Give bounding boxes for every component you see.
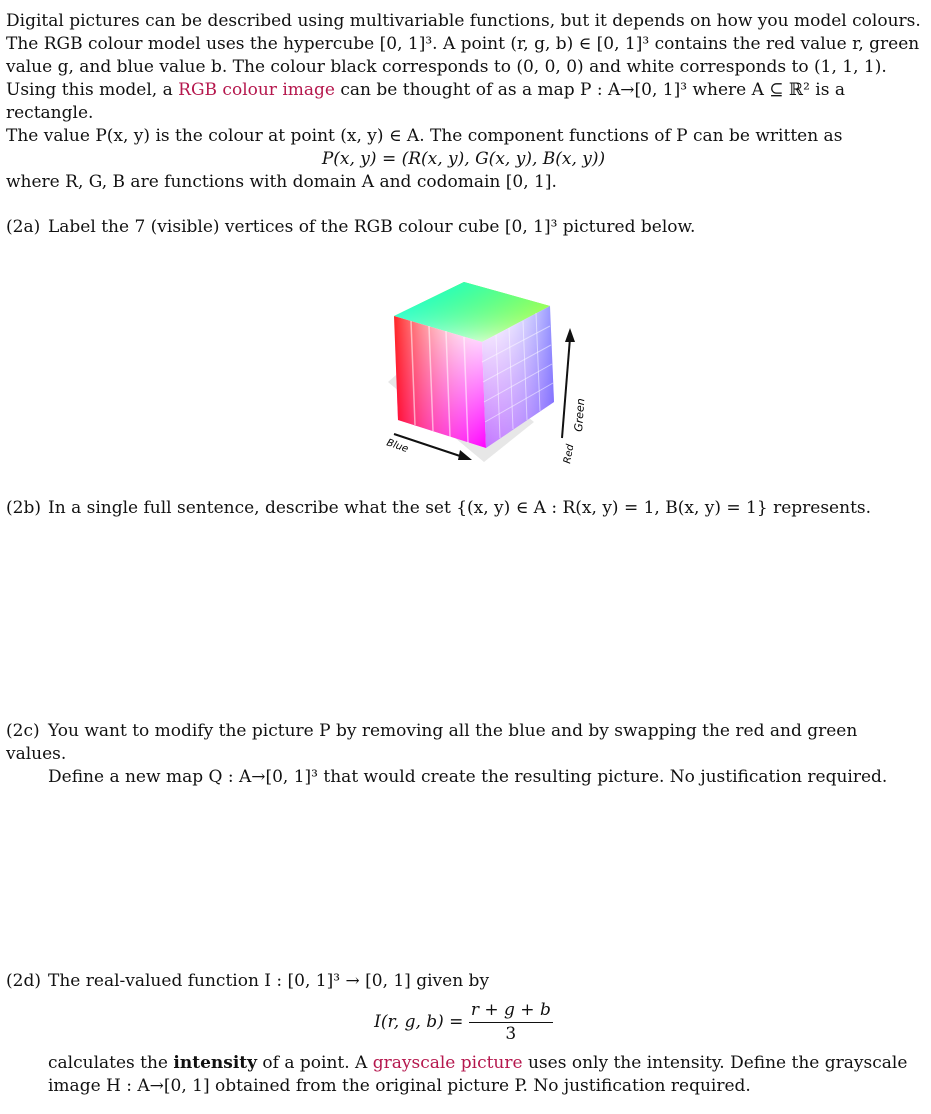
green-axis-label: Green: [572, 397, 588, 433]
intro-paragraph: [6, 10, 921, 194]
question-2d: [6, 970, 921, 1098]
grayscale-picture-link[interactable]: grayscale picture: [372, 1053, 523, 1073]
question-text: You want to modify the picture P by removing all the blue and by swapping the red and green values.: [6, 721, 858, 764]
question-text: Define a new map Q : A→[0, 1]³ that would create the resulting picture. No justification required.: [48, 767, 888, 787]
question-text: The real-valued function I : [0, 1]³ → [0, 1] given by: [48, 971, 490, 991]
question-text: In a single full sentence, describe what the set {(x, y) ∈ A : R(x, y) = 1, B(x, y) = 1} represents.: [48, 498, 872, 518]
text-span: uses only the intensity. Define the grayscale: [522, 1053, 908, 1073]
formula-numerator: r + g + b: [469, 999, 553, 1023]
intensity-formula: [6, 999, 921, 1046]
intro-line: The RGB colour model uses the hypercube [0, 1]³. A point (r, g, b) ∈ [0, 1]³ contains the red value r, green: [6, 34, 920, 54]
question-2b: [6, 497, 921, 520]
intro-line: [6, 79, 921, 125]
formula-denominator: 3: [505, 1024, 517, 1044]
intro-line: where R, G, B are functions with domain A and codomain [0, 1].: [6, 172, 557, 192]
text-span: calculates the: [48, 1053, 174, 1073]
blue-axis-label: Blue: [385, 437, 410, 456]
formula-fraction: [469, 999, 553, 1046]
question-text: [6, 1052, 921, 1075]
question-label: (2c): [6, 721, 40, 741]
intensity-term: intensity: [173, 1053, 258, 1073]
question-text: image H : A→[0, 1] obtained from the original picture P. No justification required.: [48, 1076, 751, 1096]
question-label: (2a): [6, 217, 41, 237]
text-span: Using this model, a: [6, 80, 179, 100]
rgb-cube-svg: [374, 262, 614, 472]
formula-lhs: I(r, g, b) =: [374, 1012, 464, 1032]
question-2c: [6, 720, 921, 789]
question-label: (2b): [6, 498, 41, 518]
question-text: Label the 7 (visible) vertices of the RGB colour cube [0, 1]³ pictured below.: [48, 217, 696, 237]
intro-line: value g, and blue value b. The colour black corresponds to (0, 0, 0) and white corresponds to (1, 1, 1).: [6, 57, 887, 77]
text-span: of a point. A: [257, 1053, 373, 1073]
display-equation: P(x, y) = (R(x, y), G(x, y), B(x, y)): [321, 149, 606, 169]
question-2a: [6, 216, 921, 239]
intro-line: The value P(x, y) is the colour at point (x, y) ∈ A. The component functions of P can be written as: [6, 126, 843, 146]
red-axis-label: Red: [562, 443, 577, 465]
rgb-cube-figure: [374, 262, 614, 479]
question-label: (2d): [6, 971, 41, 991]
rgb-colour-image-link[interactable]: RGB colour image: [178, 80, 335, 100]
text-span: can be thought of as a map P : A→[0, 1]³ where A ⊆ ℝ² is a rectangle.: [6, 80, 845, 123]
intro-line: Digital pictures can be described using multivariable functions, but it depends on how you model colours.: [6, 11, 921, 31]
